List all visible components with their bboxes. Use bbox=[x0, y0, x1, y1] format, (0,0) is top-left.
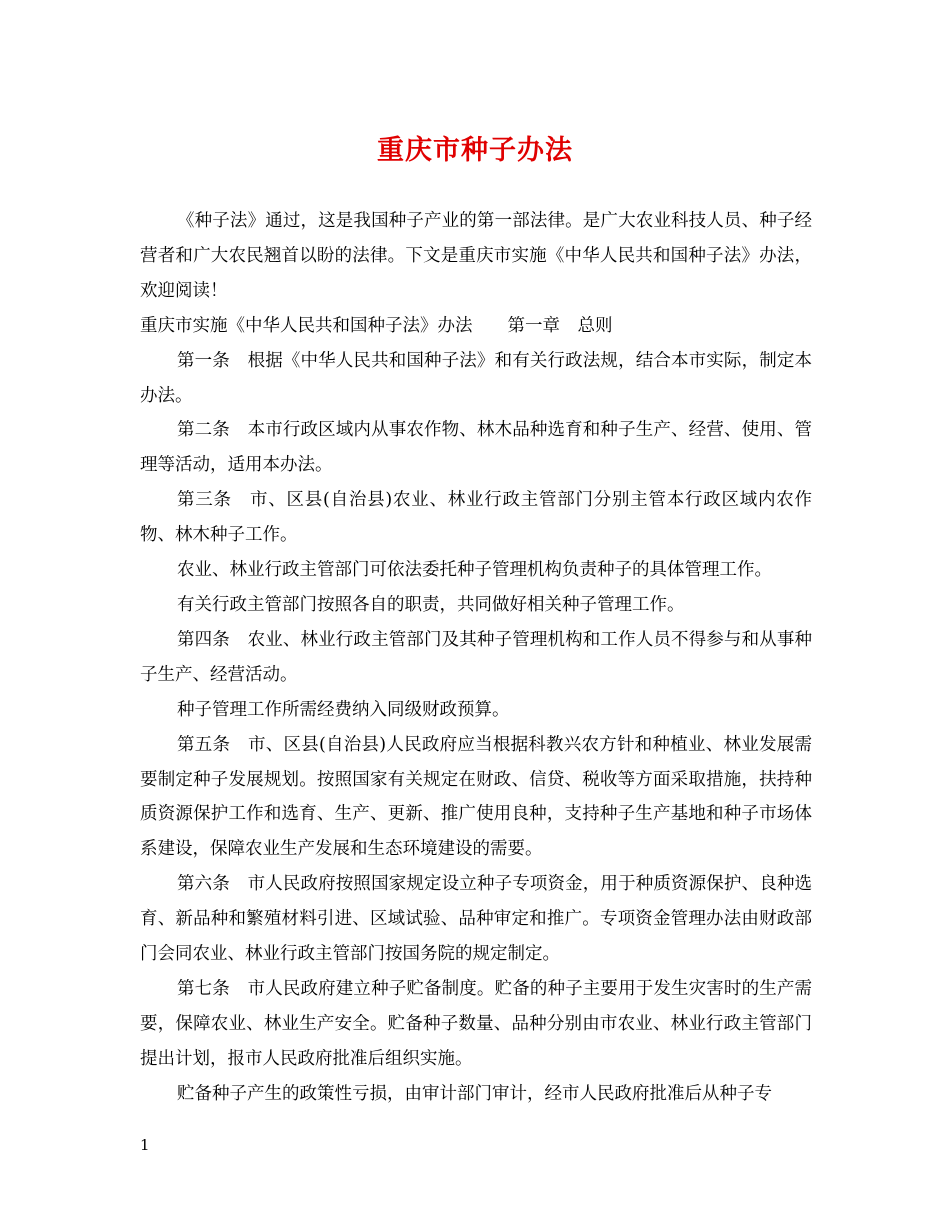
document-body bbox=[140, 204, 812, 1112]
document-title: 重庆市种子办法 bbox=[377, 135, 573, 166]
paragraph: 第五条 市、区县(自治县)人民政府应当根据科教兴农方针和种植业、林业发展需要制定种子发展规划。按照国家有关规定在财政、信贷、税收等方面采取措施，扶持种质资源保护工作和选育、生产、更新、推广使用良种，支持种子生产基地和种子市场体系建设，保障农业生产发展和生态环境建设的需要。 bbox=[140, 734, 812, 860]
paragraph: 贮备种子产生的政策性亏损，由审计部门审计，经市人民政府批准后从种子专 bbox=[177, 1083, 772, 1104]
paragraph: 第二条 本市行政区域内从事农作物、林木品种选育和种子生产、经营、使用、管理等活动，适用本办法。 bbox=[140, 420, 812, 476]
paragraph: 第七条 市人民政府建立种子贮备制度。贮备的种子主要用于发生灾害时的生产需要，保障农业、林业生产安全。贮备种子数量、品种分别由市农业、林业行政主管部门提出计划，报市人民政府批准后组织实施。 bbox=[140, 978, 812, 1069]
paragraph: 重庆市实施《中华人民共和国种子法》办法 第一章 总则 bbox=[140, 315, 613, 336]
paragraph: 第一条 根据《中华人民共和国种子法》和有关行政法规，结合本市实际，制定本办法。 bbox=[140, 350, 812, 406]
paragraph: 第六条 市人民政府按照国家规定设立种子专项资金，用于种质资源保护、良种选育、新品种和繁殖材料引进、区域试验、品种审定和推广。专项资金管理办法由财政部门会同农业、林业行政主管部门按国务院的规定制定。 bbox=[140, 874, 812, 965]
paragraph: 第三条 市、区县(自治县)农业、林业行政主管部门分别主管本行政区域内农作物、林木种子工作。 bbox=[140, 490, 812, 546]
paragraph: 第四条 农业、林业行政主管部门及其种子管理机构和工作人员不得参与和从事种子生产、经营活动。 bbox=[140, 629, 812, 685]
page-number: 1 bbox=[140, 1136, 150, 1154]
paragraph: 有关行政主管部门按照各自的职责，共同做好相关种子管理工作。 bbox=[177, 594, 685, 615]
paragraph: 种子管理工作所需经费纳入同级财政预算。 bbox=[177, 699, 510, 720]
paragraph: 《种子法》通过，这是我国种子产业的第一部法律。是广大农业科技人员、种子经营者和广大农民翘首以盼的法律。下文是重庆市实施《中华人民共和国种子法》办法，欢迎阅读！ bbox=[140, 211, 812, 301]
paragraph: 农业、林业行政主管部门可依法委托种子管理机构负责种子的具体管理工作。 bbox=[177, 560, 772, 581]
